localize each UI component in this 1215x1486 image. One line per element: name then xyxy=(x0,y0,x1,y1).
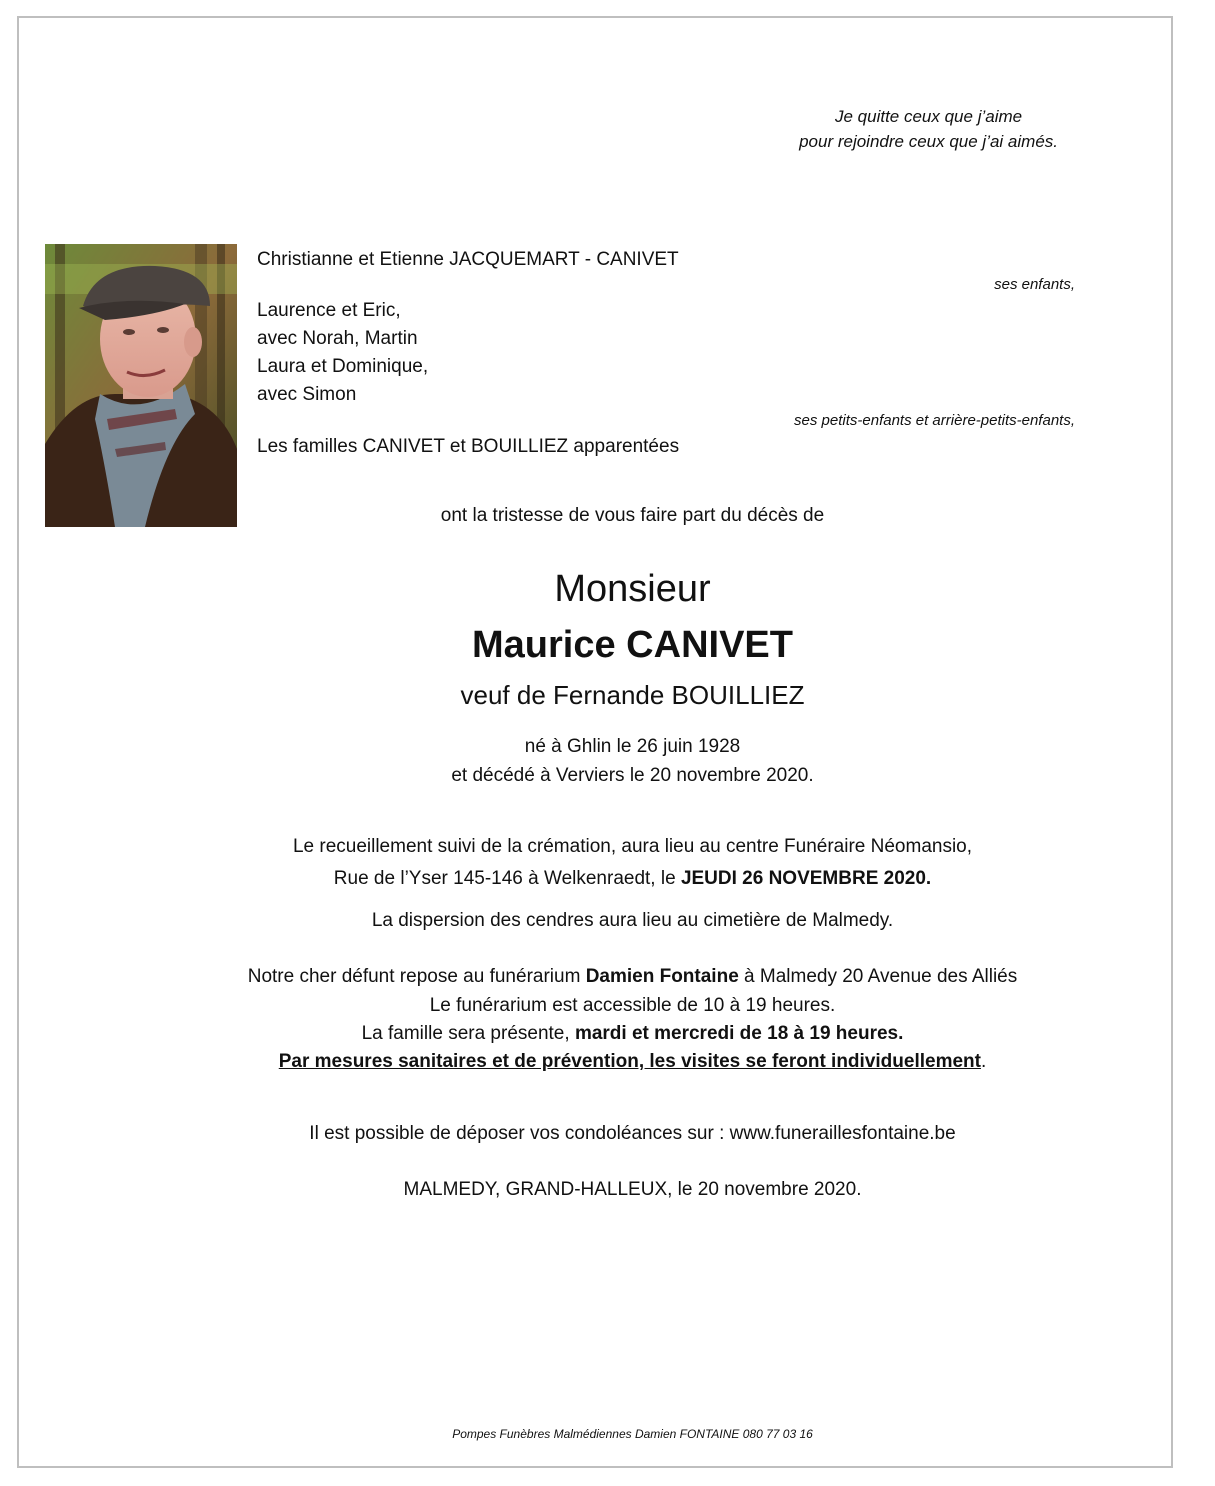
family-presence-times: mardi et mercredi de 18 à 19 heures. xyxy=(574,1023,904,1044)
family-children: Christianne et Etienne JACQUEMART - CANIVET xyxy=(257,249,679,270)
family-relatives: Les familles CANIVET et BOUILLIEZ apparentées xyxy=(257,436,680,457)
funeral-home-address: à Malmedy 20 Avenue des Alliés xyxy=(738,966,1018,987)
ceremony-line-2 xyxy=(25,868,1215,890)
visitation-hours: Le funérarium est accessible de 10 à 19 heures. xyxy=(429,995,836,1016)
visitation-line-1 xyxy=(25,966,1215,988)
epitaph-quote xyxy=(799,104,1058,154)
visitation-line-3 xyxy=(25,1023,1215,1045)
grandchild-line-4: avec Simon xyxy=(257,384,357,405)
quote-line-2: pour rejoindre ceux que j’ai aimés. xyxy=(799,132,1058,151)
deceased-widower: veuf de Fernande BOUILLIEZ xyxy=(460,680,805,710)
portrait-photo xyxy=(45,244,237,527)
family-grandchildren xyxy=(257,297,1077,409)
grandchild-line-3: Laura et Dominique, xyxy=(257,356,429,377)
visitation-intro: Notre cher défunt repose au funérarium xyxy=(247,966,586,987)
ashes-dispersion: La dispersion des cendres aura lieu au cimetière de Malmedy. xyxy=(371,910,894,931)
footer-funeral-director: Pompes Funèbres Malmédiennes Damien FONTAINE 080 77 03 16 xyxy=(452,1427,813,1441)
label-children: ses enfants, xyxy=(994,276,1075,293)
quote-line-1: Je quitte ceux que j’aime xyxy=(834,107,1023,126)
sanitary-notice-period: . xyxy=(980,1051,987,1072)
ceremony-line-1: Le recueillement suivi de la crémation, aura lieu au centre Funéraire Néomansio, xyxy=(292,836,973,857)
deceased-title: Monsieur xyxy=(554,568,711,610)
deceased-name: Maurice CANIVET xyxy=(472,624,793,666)
grandchild-line-1: Laurence et Eric, xyxy=(257,300,401,321)
ceremony-address: Rue de l’Yser 145-146 à Welkenraedt, le xyxy=(333,868,681,889)
family-presence-intro: La famille sera présente, xyxy=(361,1023,575,1044)
birth-info: né à Ghlin le 26 juin 1928 xyxy=(524,736,741,757)
visitation-line-4 xyxy=(25,1051,1215,1073)
portrait-icon xyxy=(45,244,237,527)
label-grandchildren: ses petits-enfants et arrière-petits-enfants, xyxy=(794,412,1075,429)
death-info: et décédé à Verviers le 20 novembre 2020. xyxy=(451,765,814,786)
grandchild-line-2: avec Norah, Martin xyxy=(257,328,418,349)
condolences-text: Il est possible de déposer vos condoléances sur : www.funeraillesfontaine.be xyxy=(309,1123,956,1144)
funeral-home-name: Damien Fontaine xyxy=(585,966,739,987)
sanitary-notice: Par mesures sanitaires et de prévention, les visites se feront individuellement xyxy=(278,1051,981,1072)
ceremony-date: JEUDI 26 NOVEMBRE 2020. xyxy=(680,868,932,889)
announcement-text: ont la tristesse de vous faire part du décès de xyxy=(440,505,825,526)
place-date: MALMEDY, GRAND-HALLEUX, le 20 novembre 2020. xyxy=(403,1179,862,1200)
